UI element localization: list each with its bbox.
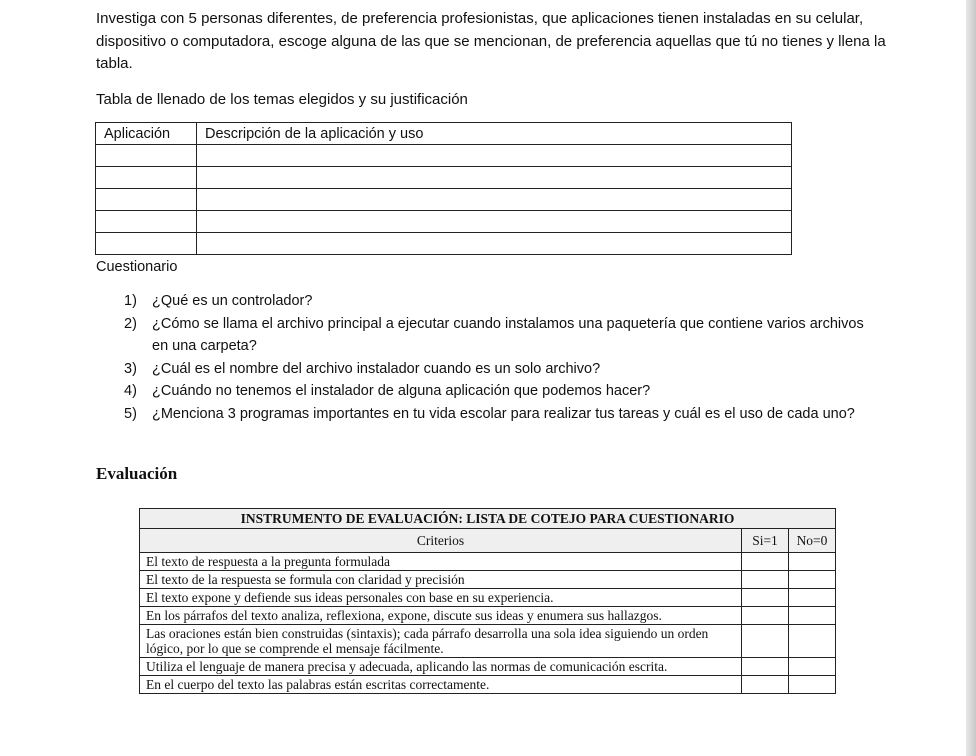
apps-table-row: [96, 211, 792, 233]
criterion-text: El texto expone y defiende sus ideas personales con base en su experiencia.: [140, 589, 742, 607]
header-descripcion: Descripción de la aplicación y uso: [197, 123, 792, 145]
description-cell[interactable]: [197, 211, 792, 233]
evaluacion-heading: Evaluación: [96, 464, 178, 483]
question-item: [124, 313, 876, 358]
criterion-text: Utiliza el lenguaje de manera precisa y adecuada, aplicando las normas de comunicación escrita.: [140, 658, 742, 676]
question-text: ¿Menciona 3 programas importantes en tu vida escolar para realizar tus tareas y cuál es el uso de cada uno?: [152, 405, 855, 422]
si-cell[interactable]: [742, 625, 789, 658]
criterion-text: En los párrafos del texto analiza, reflexiona, expone, discute sus ideas y enumera sus hallazgos.: [140, 607, 742, 625]
rubric-row: [140, 589, 836, 607]
rubric-row: [140, 607, 836, 625]
app-cell[interactable]: [96, 189, 197, 211]
header-aplicacion: Aplicación: [96, 123, 197, 145]
rubric-row: [140, 553, 836, 571]
question-text: ¿Cuál es el nombre del archivo instalador cuando es un solo archivo?: [152, 360, 601, 377]
si-cell[interactable]: [742, 676, 789, 694]
si-cell[interactable]: [742, 607, 789, 625]
rubric-row: [140, 625, 836, 658]
app-cell[interactable]: [96, 167, 197, 189]
rubric-row: [140, 658, 836, 676]
question-number: 1): [124, 293, 137, 309]
description-cell[interactable]: [197, 145, 792, 167]
apps-table: [95, 122, 792, 255]
question-item: [124, 290, 876, 313]
no-cell[interactable]: [789, 658, 836, 676]
question-text: ¿Cómo se llama el archivo principal a ejecutar cuando instalamos una paquetería que contiene varios archivos en una carpeta?: [152, 315, 864, 354]
criterion-text: Las oraciones están bien construidas (sintaxis); cada párrafo desarrolla una sola idea siguiendo un orden lógico, por lo que se comprende el mensaje fácilmente.: [140, 625, 742, 658]
description-cell[interactable]: [197, 233, 792, 255]
criterion-text: En el cuerpo del texto las palabras están escritas correctamente.: [140, 676, 742, 694]
header-no: No=0: [789, 529, 836, 553]
apps-table-row: [96, 167, 792, 189]
apps-table-row: [96, 233, 792, 255]
question-text: ¿Cuándo no tenemos el instalador de alguna aplicación que podemos hacer?: [152, 383, 651, 399]
no-cell[interactable]: [789, 589, 836, 607]
cuestionario-label: Cuestionario: [96, 259, 178, 275]
rubric-title: INSTRUMENTO DE EVALUACIÓN: LISTA DE COTEJO PARA CUESTIONARIO: [140, 509, 836, 529]
description-cell[interactable]: [197, 189, 792, 211]
question-item: [124, 358, 876, 381]
rubric-row: [140, 571, 836, 589]
criterion-text: El texto de respuesta a la pregunta formulada: [140, 553, 742, 571]
si-cell[interactable]: [742, 571, 789, 589]
question-number: 5): [124, 405, 137, 422]
si-cell[interactable]: [742, 553, 789, 571]
question-item: [124, 403, 876, 426]
rubric-header-row: [140, 529, 836, 553]
si-cell[interactable]: [742, 589, 789, 607]
questions-list: [124, 290, 876, 425]
rubric-table: [139, 508, 836, 694]
question-item: [124, 380, 876, 403]
instructions-paragraph: Investiga con 5 personas diferentes, de preferencia profesionistas, que aplicaciones tienen instaladas en su celular, dispositivo o computadora, escoge alguna de las que se mencionan, de preferencia aquellas que tú no tienes y llena la tabla.: [96, 10, 886, 72]
no-cell[interactable]: [789, 607, 836, 625]
no-cell[interactable]: [789, 625, 836, 658]
page-edge-shadow: [966, 0, 976, 756]
rubric-title-row: [140, 509, 836, 529]
header-si: Si=1: [742, 529, 789, 553]
description-cell[interactable]: [197, 167, 792, 189]
si-cell[interactable]: [742, 658, 789, 676]
no-cell[interactable]: [789, 571, 836, 589]
header-criterios: Criterios: [140, 529, 742, 553]
apps-table-header-row: [96, 123, 792, 145]
question-number: 4): [124, 383, 137, 399]
apps-table-row: [96, 189, 792, 211]
no-cell[interactable]: [789, 553, 836, 571]
question-number: 3): [124, 360, 137, 377]
app-cell[interactable]: [96, 145, 197, 167]
criterion-text: El texto de la respuesta se formula con claridad y precisión: [140, 571, 742, 589]
apps-table-caption: Tabla de llenado de los temas elegidos y su justificación: [96, 91, 468, 108]
apps-table-row: [96, 145, 792, 167]
app-cell[interactable]: [96, 233, 197, 255]
no-cell[interactable]: [789, 676, 836, 694]
question-text: ¿Qué es un controlador?: [152, 293, 313, 309]
question-number: 2): [124, 315, 137, 332]
app-cell[interactable]: [96, 211, 197, 233]
rubric-row: [140, 676, 836, 694]
